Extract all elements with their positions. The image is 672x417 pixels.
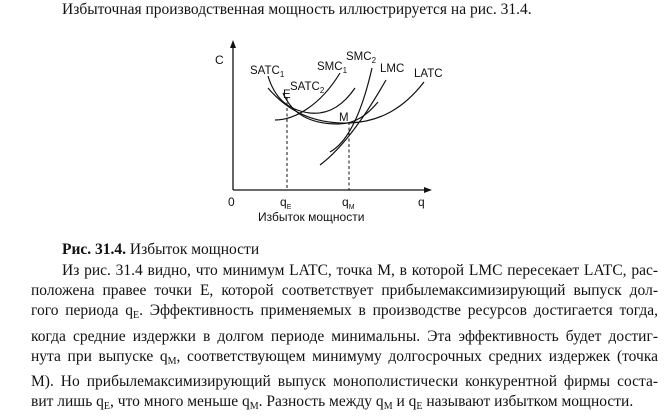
label-satc1: $SATC_1$	[250, 65, 285, 79]
tick-qe: $q_E$	[280, 195, 292, 211]
paragraph-line-5: нута при выпуске $q_M$, соответствующем минимуму долгосрочных средних издержек (точка	[31, 347, 658, 367]
point-e-label: E	[283, 89, 291, 101]
paragraph-line-3: гого периода $q_E$. Эффективность применяемых в производстве ресурсов достигается тогда,	[31, 302, 659, 322]
label-lmc: LMC	[380, 63, 405, 75]
paragraph-line-2: положена правее точки Е, которой соответствует прибылемаксимизирующий выпуск дол-	[31, 282, 658, 300]
axis-caption: Избыток мощности	[258, 210, 365, 224]
paragraph-line-1: Из рис. 31.4 видно, что минимум LATC, точка М, в которой LMC пересекает LATC, рас-	[62, 262, 658, 279]
y-axis-label: C	[215, 53, 224, 67]
label-satc2: $SATC_2$	[290, 81, 325, 95]
label-latc: LATC	[414, 68, 443, 80]
x-axis-arrow	[424, 187, 432, 193]
body-paragraph	[31, 261, 658, 417]
caption-number: Рис. 31.4.	[62, 241, 127, 258]
label-smc1: $SMC_1$	[317, 61, 348, 75]
label-smc2: $SMC_2$	[346, 51, 377, 65]
paragraph-line-4: когда средние издержки в долгом периоде минимальны. Эта эффективность будет достиг-	[31, 327, 658, 345]
tick-qm: $q_M$	[342, 195, 355, 211]
x-axis-label: q	[418, 195, 425, 209]
caption-title: Избыток мощности	[129, 241, 260, 258]
origin-label: 0	[228, 195, 235, 209]
figure-caption	[62, 240, 259, 259]
paragraph-line-6: М). Но прибылемаксимизирующий выпуск монополистически конкурентной фирмы соста-	[31, 373, 658, 391]
point-m-label: M	[339, 112, 349, 124]
y-axis-arrow	[230, 40, 236, 48]
smc2-curve	[330, 68, 372, 152]
intro-text: Избыточная производственная мощность иллюстрируется на рис. 31.4.	[62, 1, 532, 18]
paragraph-line-7: вит лишь $q_E$, что много меньше $q_M$. Разность между $q_M$ и $q_E$ называют избытком мощности.	[31, 393, 634, 413]
